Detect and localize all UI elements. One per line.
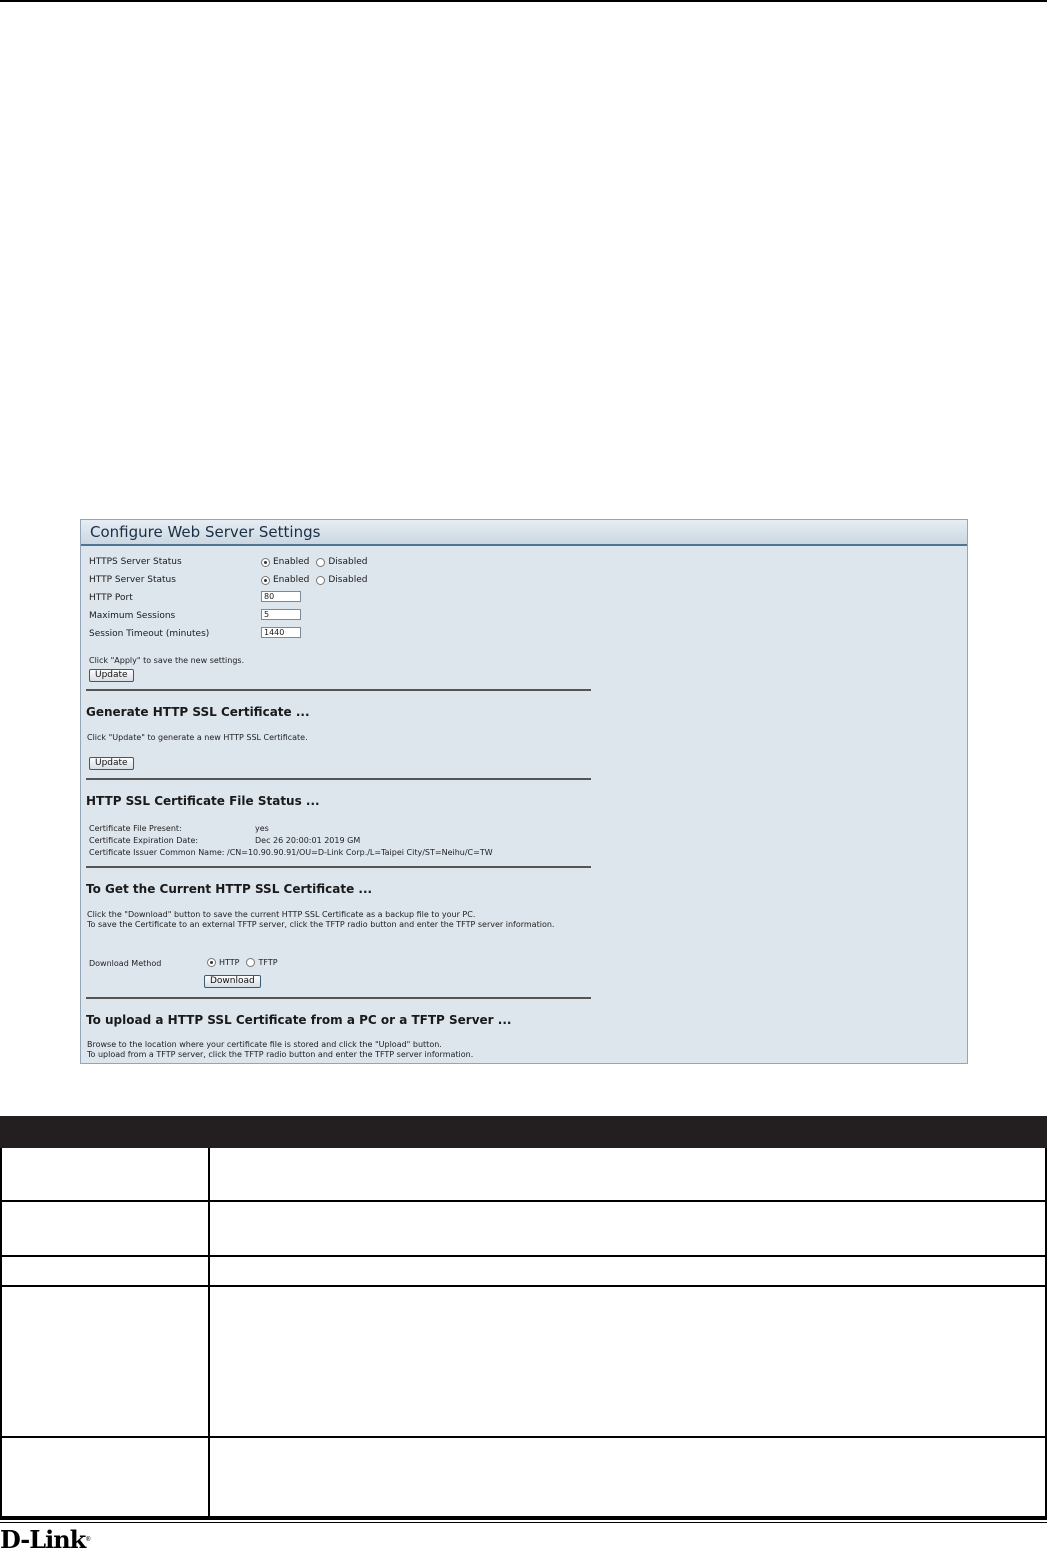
- max-sessions-input[interactable]: 5: [261, 609, 301, 620]
- table-row: [0, 1257, 1047, 1287]
- table-row: [0, 1202, 1047, 1257]
- http-disabled-label: Disabled: [328, 575, 368, 585]
- generate-heading: Generate HTTP SSL Certificate ...: [86, 705, 310, 719]
- table-cell-left: [0, 1438, 210, 1516]
- panel-title: Configure Web Server Settings: [81, 520, 967, 546]
- web-server-settings-screenshot: [80, 519, 968, 1064]
- separator-4: [86, 997, 591, 999]
- table-row: [0, 1148, 1047, 1202]
- footer-rule-thin: [0, 1522, 1047, 1523]
- http-disabled-radio[interactable]: [316, 576, 325, 585]
- get-current-heading: To Get the Current HTTP SSL Certificate ...: [86, 882, 373, 896]
- separator-1: [86, 689, 591, 691]
- table-header-bar: [0, 1116, 1047, 1148]
- max-sessions-label: Maximum Sessions: [89, 611, 176, 621]
- upload-line2: To upload from a TFTP server, click the TFTP radio button and enter the TFTP server information.: [87, 1050, 474, 1059]
- apply-note: Click "Apply" to save the new settings.: [89, 656, 245, 665]
- separator-3: [86, 866, 591, 868]
- footer-rule: [0, 1518, 1047, 1520]
- download-button[interactable]: Download: [204, 975, 261, 988]
- https-enabled-label: Enabled: [273, 557, 310, 567]
- cert-present-label: Certificate File Present:: [89, 824, 182, 833]
- tftp-method-radio[interactable]: [246, 958, 255, 967]
- https-status-label: HTTPS Server Status: [89, 557, 182, 567]
- table-cell-left: [0, 1257, 210, 1285]
- https-enabled-radio[interactable]: [261, 558, 270, 567]
- download-method-label: Download Method: [89, 959, 162, 968]
- cert-issuer-value: /CN=10.90.90.91/OU=D-Link Corp./L=Taipei City/ST=Neihu/C=TW: [227, 848, 493, 857]
- generate-note: Click "Update" to generate a new HTTP SSL Certificate.: [87, 733, 308, 742]
- https-disabled-radio[interactable]: [316, 558, 325, 567]
- http-port-input[interactable]: 80: [261, 591, 301, 602]
- table-row: [0, 1287, 1047, 1438]
- http-status-label: HTTP Server Status: [89, 575, 176, 585]
- upload-heading: To upload a HTTP SSL Certificate from a PC or a TFTP Server ...: [86, 1013, 512, 1027]
- http-enabled-label: Enabled: [273, 575, 310, 585]
- session-timeout-input[interactable]: 1440: [261, 627, 301, 638]
- http-enabled-radio[interactable]: [261, 576, 270, 585]
- generate-update-button[interactable]: Update: [89, 757, 134, 770]
- https-disabled-label: Disabled: [328, 557, 368, 567]
- table-cell-left: [0, 1202, 210, 1255]
- table-row: [0, 1438, 1047, 1518]
- cert-expiration-value: Dec 26 20:00:01 2019 GM: [255, 836, 361, 845]
- status-heading: HTTP SSL Certificate File Status ...: [86, 794, 320, 808]
- cert-expiration-label: Certificate Expiration Date:: [89, 836, 199, 845]
- tftp-method-label: TFTP: [258, 958, 278, 967]
- table-cell-left: [0, 1148, 210, 1200]
- cert-present-value: yes: [255, 824, 269, 833]
- session-timeout-label: Session Timeout (minutes): [89, 629, 210, 639]
- http-method-label: HTTP: [219, 958, 240, 967]
- table-left-border: [0, 1148, 2, 1518]
- get-current-line2: To save the Certificate to an external TFTP server, click the TFTP radio button and enter the TFTP server information.: [87, 920, 555, 929]
- parameter-table: [0, 1116, 1047, 1518]
- table-cell-left: [0, 1287, 210, 1436]
- cert-issuer-label: Certificate Issuer Common Name:: [89, 848, 225, 857]
- dlink-logo: D-Link®: [0, 1525, 91, 1554]
- http-port-label: HTTP Port: [89, 593, 133, 603]
- download-method-options: [207, 958, 282, 967]
- http-method-radio[interactable]: [207, 958, 216, 967]
- separator-2: [86, 778, 591, 780]
- upload-line1: Browse to the location where your certificate file is stored and click the "Upload" button.: [87, 1040, 442, 1049]
- update-settings-button[interactable]: Update: [89, 669, 134, 682]
- get-current-line1: Click the "Download" button to save the current HTTP SSL Certificate as a backup file to your PC.: [87, 910, 476, 919]
- top-rule: [0, 0, 1047, 2]
